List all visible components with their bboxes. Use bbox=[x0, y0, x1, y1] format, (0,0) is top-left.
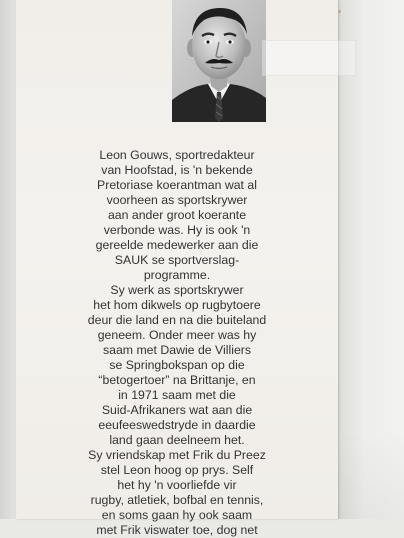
bio-line: SAUK se sportverslag- bbox=[114, 253, 240, 267]
bio-line: aan ander groot koerante bbox=[107, 208, 247, 222]
bio-line: land gaan deelneem het. bbox=[109, 433, 245, 447]
backdrop-right bbox=[338, 0, 404, 519]
bio-line: Sy werk as sportskrywer bbox=[110, 283, 244, 297]
bio-line: stel Leon hoog op prys. Self bbox=[100, 463, 254, 477]
bio-line: van Hoofstad, is 'n bekende bbox=[101, 163, 253, 177]
bio-line: Suid-Afrikaners wat aan die bbox=[101, 403, 253, 417]
page-mark bbox=[338, 10, 341, 13]
bio-line: rugby, atletiek, bofbal en tennis, bbox=[90, 493, 264, 507]
bio-text bbox=[34, 148, 320, 538]
bio-line: saam met Dawie de Villiers bbox=[102, 343, 252, 357]
book-page bbox=[16, 0, 338, 537]
bio-line: eeufeeswedstryde in daardie bbox=[98, 418, 256, 432]
bio-line: geneem. Onder meer was hy bbox=[97, 328, 257, 342]
portrait-image bbox=[172, 0, 266, 122]
bio-line: Sy vriendskap met Frik du Preez bbox=[88, 448, 266, 462]
author-photo bbox=[172, 0, 266, 122]
bio-line: Pretoriase koerantman wat al bbox=[97, 178, 257, 192]
bio-line: en soms gaan hy ook saam bbox=[101, 508, 253, 522]
bio-line: het hy 'n voorliefde vir bbox=[117, 478, 237, 492]
bio-line: se Springbokspan op die bbox=[109, 358, 245, 372]
bio-line: verbonde was. Hy is ook 'n bbox=[103, 223, 251, 237]
bio-line: in 1971 saam met die bbox=[118, 388, 236, 402]
bio-line: voorheen as sportskrywer bbox=[106, 193, 248, 207]
tape-strip bbox=[262, 40, 356, 76]
bio-line: het hom dikwels op rugbytoere bbox=[93, 298, 261, 312]
bio-line: gereelde medewerker aan die bbox=[95, 238, 259, 252]
backdrop-left bbox=[0, 0, 16, 519]
bio-line: met Frik viswater toe, dog net bbox=[96, 523, 258, 537]
bio-line: “betogertoer” na Brittanje, en bbox=[98, 373, 256, 387]
bio-line: programme. bbox=[143, 268, 211, 282]
bio-line: deur die land en na die buiteland bbox=[87, 313, 267, 327]
bio-line: Leon Gouws, sportredakteur bbox=[99, 148, 255, 162]
